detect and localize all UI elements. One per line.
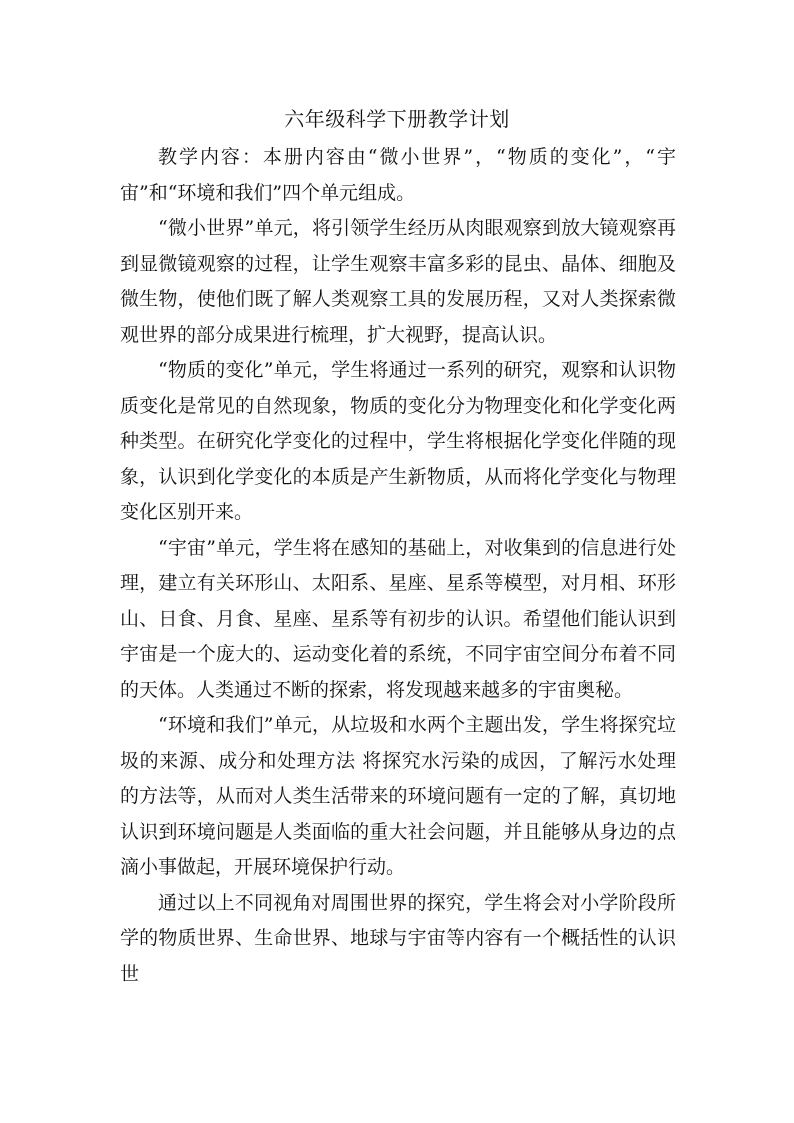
paragraph-summary: 通过以上不同视角对周围世界的探究，学生将会对小学阶段所学的物质世界、生命世界、地球与宇宙等内容有一个概括性的认识 世 — [120, 891, 676, 985]
document-body — [120, 140, 676, 992]
page-title: 六年级科学下册教学计划 — [284, 107, 510, 131]
paragraph-teaching-content: 教学内容：本册内容由“微小世界”，“物质的变化”，“宇宙”和“环境和我们”四个单元组成。 — [120, 146, 676, 204]
paragraph-environment: “环境和我们”单元，从垃圾和水两个主题出发，学生将探究垃圾的来源、成分和处理方法 将探究水污染的成因，了解污水处理的方法等，从而对人类生活带来的环境问题有一定的了解，真切地认识到环境问题是人类面临的重大社会问题，并且能够从身边的点滴小事做起，开展环境保护行动。 — [120, 714, 676, 878]
paragraph-matter-change: “物质的变化”单元，学生将通过一系列的研究，观察和认识物质变化是常见的自然现象，物质的变化分为物理变化和化学变化两种类型。在研究化学变化的过程中，学生将根据化学变化伴随的现象，认识到化学变化的本质是产生新物质，从而将化学变化与物理变化区别开来。 — [120, 359, 676, 523]
paragraph-micro-world: “微小世界”单元，将引领学生经历从肉眼观察到放大镜观察再到显微镜观察的过程，让学生观察丰富多彩的昆虫、晶体、细胞及微生物，使他们既了解人类观察工具的发展历程，又对人类探索微观世界的部分成果进行梳理，扩大视野，提高认识。 — [120, 217, 676, 346]
paragraph-universe: “宇宙”单元，学生将在感知的基础上，对收集到的信息进行处理，建立有关环形山、太阳系、星座、星系等模型，对月相、环形山、日食、月食、星座、星系等有初步的认识。希望他们能认识到宇宙是一个庞大的、运动变化着的系统，不同宇宙空间分布着不同的天体。人类通过不断的探索，将发现越来越多的宇宙奥秘。 — [120, 536, 676, 701]
